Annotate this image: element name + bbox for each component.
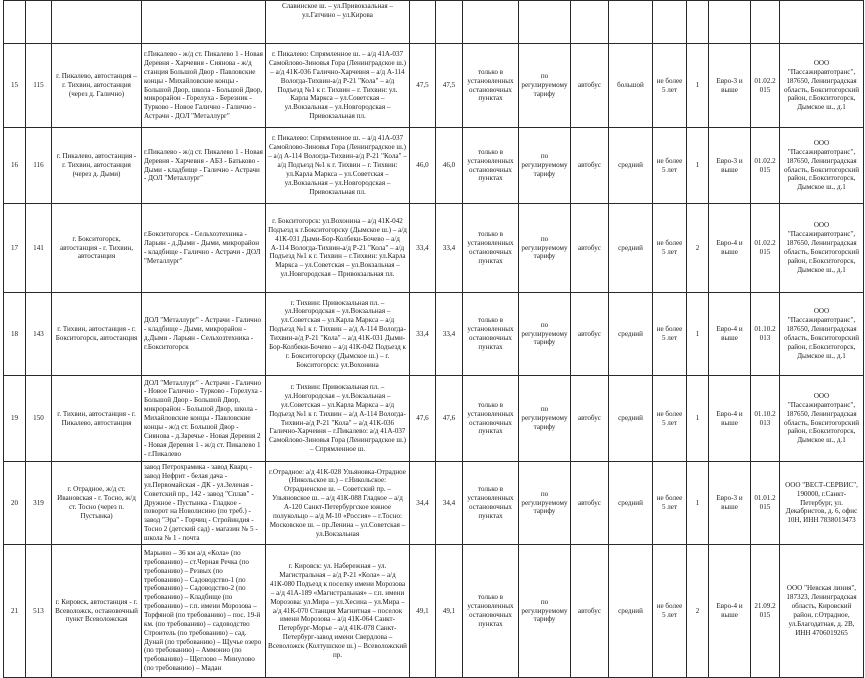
vehicle-age: не более 5 лет	[653, 128, 687, 204]
eco-class: Евро-4 и выше	[709, 293, 751, 376]
vehicle-type: автобус	[571, 293, 609, 376]
vehicle-count: 1	[687, 128, 709, 204]
vehicle-class: средний	[609, 128, 653, 204]
street-path: г. Пикалево: Спрямленное ш. – а/д 41А-037 Самойлово-Зиновья Гора (Ленинградское ш.) – а/д А-114 Вологда-Тихвин-а/д Р-21 "Кола" – а/д Подъезд №1 к г. Тихвин – г. Тихвин: ул.Карла Маркса – ул.Советская – ул.Вокзальная – ул.Новгородская – Привокзальная пл.	[266, 128, 410, 204]
tariff-type: по регулируемому тарифу	[519, 293, 571, 376]
vehicle-type: автобус	[571, 128, 609, 204]
vehicle-type: автобус	[571, 545, 609, 678]
carrier-info: ООО "Пассажиравтотранс", 187650, Ленинградская область, Бокситогорский район, г.Бокситогорск, Дымское ш., д.1	[780, 376, 864, 462]
row-number: 17	[4, 204, 26, 293]
table-row	[4, 462, 864, 545]
eco-class: Евро-3 и выше	[709, 44, 751, 128]
stop-order: только в установленных остановочных пунктах	[463, 204, 519, 293]
start-date: 21.09.2015	[751, 545, 780, 678]
stop-order: только в установленных остановочных пунктах	[463, 293, 519, 376]
row-number: 19	[4, 376, 26, 462]
stop-order: только в установленных остановочных пунктах	[463, 462, 519, 545]
vehicle-count: 2	[687, 545, 709, 678]
table-row	[4, 293, 864, 376]
vehicle-type: автобус	[571, 204, 609, 293]
route-length-forward: 46,0	[410, 128, 436, 204]
intermediate-stops: Марьино – 36 км а/д «Кола» (по требованию) – ст.Черная Речка (по требованию) – Резвых (по требованию) – Садоводство-1 (по требованию) – Садоводство-2 (по требованию) – Кладбище (по требованию) – г.п. имени Морозова – Торфяной (по требованию) – пос. 19-й км. (по требованию) – садоводство Строитель (по требованию) – сад. Дунай (по требованию) – Щучье озеро (по требованию) – Аммонио (по требованию) – Щеглово – Минулово (по требованию) – Мадан	[142, 545, 266, 678]
street-path: г. Пикалево: Спрямленное ш. – а/д 41А-037 Самойлово-Зиновья Гора (Ленинградское ш.) – а/д 41К-036 Галично-Харчевня – а/д А-114 Вологда-Тихвин-а/д Р-21 "Кола" – а/д Подъезд №1 к г. Тихвин – г. Тихвин: ул. Карла Маркса – ул.Советская – ул.Вокзальная – ул.Новгородская – Привокзальная пл.	[266, 44, 410, 128]
route-length-forward: 47,5	[410, 44, 436, 128]
intermediate-stops: г.Бокситогорск - Сельхозтехника - Ларьян - д.Дыми - Дыми, микрорайон - кладбище - Галично - Астрачи - ДОЛ "Металлург"	[142, 204, 266, 293]
route-length-forward: 33,4	[410, 293, 436, 376]
tariff-type: по регулируемому тарифу	[519, 128, 571, 204]
route-number: 513	[26, 545, 52, 678]
tariff-type: по регулируемому тарифу	[519, 545, 571, 678]
route-number: 143	[26, 293, 52, 376]
route-name: г. Бокситогорск, автостанция - г. Тихвин, автостанция	[52, 204, 142, 293]
carrier-info: ООО "Пассажиравтотранс", 187650, Ленинградская область, Бокситогорский район, г.Бокситогорск, Дымское ш., д.1	[780, 44, 864, 128]
route-length-forward: 47,6	[410, 376, 436, 462]
vehicle-age: не более 5 лет	[653, 204, 687, 293]
eco-class: Евро-4 и выше	[709, 204, 751, 293]
route-length-back: 34,4	[436, 462, 463, 545]
start-date: 01.02.2015	[751, 204, 780, 293]
street-path: г. Тихвин: Привокзальная пл. – ул.Новгородская – ул.Вокзальная – ул.Советская – ул.Карла Маркса – а/д Подъезд №1 к г. Тихвин – а/д А-114 Вологда-Тихвин-а/д Р-21 "Кола" – а/д 41К-036 Галично-Харчевня – г.Пикалево: а/д 41А-037 Самойлово-Зиновья Гора (Ленинградское ш.) – Спрямленное ш.	[266, 376, 410, 462]
vehicle-class: большой	[609, 44, 653, 128]
route-length-back: 33,4	[436, 293, 463, 376]
route-length-back: 46,0	[436, 128, 463, 204]
vehicle-type: автобус	[571, 44, 609, 128]
table-row	[4, 128, 864, 204]
eco-class: Евро-4 и выше	[709, 376, 751, 462]
vehicle-class: средний	[609, 462, 653, 545]
document-page	[3, 0, 863, 673]
route-length-back: 47,5	[436, 44, 463, 128]
vehicle-age: не более 5 лет	[653, 44, 687, 128]
tariff-type: по регулируемому тарифу	[519, 44, 571, 128]
carrier-info: ООО "Пассажиравтотранс", 187650, Ленинградская область, Бокситогорский район, г.Бокситогорск, Дымское ш., д.1	[780, 204, 864, 293]
route-length-back: 49,1	[436, 545, 463, 678]
route-name: г. Тихвин, автостанция - г. Бокситогорск, автостанция	[52, 293, 142, 376]
start-date: 01.10.2013	[751, 293, 780, 376]
route-length-forward: 34,4	[410, 462, 436, 545]
intermediate-stops: завод Петрохрамика - завод Кварц - завод Нефрит - белая дача - ул.Первомайская - ДК - ул.Зеленая - Советский пр., 142 - завод "Сплав" - Дружное - Пустынка - Гладкое - поворот на Новолисино (по треб.) - завод "Эра" - Горчиц - Стройиндия - Тосно 2 (детский сад) - магазин № 5 - школа № 1 - почта	[142, 462, 266, 545]
vehicle-count: 1	[687, 44, 709, 128]
table-row	[4, 376, 864, 462]
route-length-forward: 49,1	[410, 545, 436, 678]
route-name: г. Пикалево, автостанция - г. Тихвин, автостанция (через д. Дыми)	[52, 128, 142, 204]
start-date: 01.01.2015	[751, 462, 780, 545]
tariff-type: по регулируемому тарифу	[519, 204, 571, 293]
routes-table	[3, 0, 864, 678]
street-path: г. Кировск: ул. Набережная – ул. Магистральная – а/д Р-21 «Кола» – а/д 41К-080 Подъезд к поселку имени Морозова – а/д 41А-189 «Магистральная» – г.п. имени Морозова: ул.Мира – ул.Хесина – ул.Мира – а/д 41К-070 Станция Магнитная – поселок имени Морозова – а/д 41К-064 Санкт-Петербург-Морье – а/д 41К-078 Санкт-Петербург-завод имени Свердлова – Всеволожск (Колтушское ш.) – Всеволожский пр.	[266, 545, 410, 678]
carrier-info: ООО "Пассажиравтотранс", 187650, Ленинградская область, Бокситогорский район, г.Бокситогорск, Дымское ш., д.1	[780, 293, 864, 376]
start-date: 01.10.2013	[751, 376, 780, 462]
vehicle-age: не более 5 лет	[653, 376, 687, 462]
vehicle-type: автобус	[571, 376, 609, 462]
table-row	[4, 204, 864, 293]
carrier-info: ООО "Невская линия", 187323, Ленинградская область, Кировский район, г.Отрадное, ул.Благодатная, д. 2В, ИНН 4706019265	[780, 545, 864, 678]
vehicle-age: не более 5 лет	[653, 293, 687, 376]
intermediate-stops: г.Пикалево - ж/д ст. Пикалево 1 - Новая Деревня - Харчевня - АБЗ - Батьково - Дыми - кладбище - Галично - Астрачи - ДОЛ "Металлург"	[142, 128, 266, 204]
eco-class: Евро-3 и выше	[709, 128, 751, 204]
street-path: г. Бокситогорск: ул.Вохонина – а/д 41К-042 Подъезд к г.Бокситогорску (Дымское ш.) – а/д 41К-031 Дыми-Бор-Колбеки-Бочево – а/д А-114 Вологда-Тихвин-а/д Р-21 "Кола" – а/д Подъезд №1 к г. Тихвин – г.Тихвин: ул.Карла Маркса – ул.Советская – ул.Вокзальная – ул.Новгородская – Привокзальная пл.	[266, 204, 410, 293]
vehicle-count: 1	[687, 293, 709, 376]
vehicle-age: не более 5 лет	[653, 462, 687, 545]
street-path: г. Тихвин: Привокзальная пл. – ул.Новгородская – ул.Вокзальная – ул.Советская – ул.Карла Маркса – а/д Подъезд №1 к г. Тихвин – а/д А-114 Вологда-Тихвин-а/д Р-21 "Кола" – а/д 41К-031 Дыми-Бор-Колбеки-Бочево – а/д 41К-042 Подъезд к г. Бокситогорску (Дымское ш.) – г. Бокситогорск: ул.Вохонина	[266, 293, 410, 376]
row-number: 18	[4, 293, 26, 376]
route-number: 116	[26, 128, 52, 204]
table-row	[4, 44, 864, 128]
vehicle-class: средний	[609, 545, 653, 678]
stop-order: только в установленных остановочных пунктах	[463, 128, 519, 204]
vehicle-type: автобус	[571, 462, 609, 545]
route-number: 150	[26, 376, 52, 462]
table-row	[4, 545, 864, 678]
route-length-back: 33,4	[436, 204, 463, 293]
intermediate-stops: ДОЛ "Металлург" - Астрачи - Галично - Новое Галично - Турково - Горелуха - Большой Двор - Большой Двор, микрорайон - Большой Двор, школа - Михайловские концы - Павловские концы - ж/д ст. Большой Двор - Сиянова - д.Заречье - Новая Деревня 2 - Новая Деревня 1 - ж/д ст. Пикалево 1 - г.Пикалево	[142, 376, 266, 462]
vehicle-class: средний	[609, 376, 653, 462]
route-name: г. Пикалево, автостанция – г. Тихвин, автостанция (через д. Галично)	[52, 44, 142, 128]
route-number: 115	[26, 44, 52, 128]
route-length-forward: 33,4	[410, 204, 436, 293]
stop-order: только в установленных остановочных пунктах	[463, 44, 519, 128]
row-number: 15	[4, 44, 26, 128]
row-number: 16	[4, 128, 26, 204]
carrier-info: ООО "ВЕСТ-СЕРВИС", 190000, г.Санкт-Петербург, ул. Декабристов, д. 6, офис 10Н, ИНН 7838013473	[780, 462, 864, 545]
intermediate-stops: ДОЛ "Металлург" - Астрачи - Галично - кладбище - Дыми, микрорайон - д.Дыми - Ларьян - Сельхозтехника - г.Бокситогорск	[142, 293, 266, 376]
eco-class: Евро-3 и выше	[709, 462, 751, 545]
route-number: 319	[26, 462, 52, 545]
stop-order: только в установленных остановочных пунктах	[463, 545, 519, 678]
vehicle-class: средний	[609, 204, 653, 293]
route-name: г. Отрадное, ж/д ст. Ивановская - г. Тосно, ж/д ст. Тосно (через п. Пустынка)	[52, 462, 142, 545]
start-date: 01.02.2015	[751, 128, 780, 204]
vehicle-count: 1	[687, 462, 709, 545]
street-path: г.Отрадное: а/д 41К-028 Ульяновка-Отрадное (Никольское ш.) – г.Никольское: Отрадненское ш. – Советский пр. – Ульяновское ш. – а/д 41К-088 Гладкое – а/д А-120 Санкт-Петербургское южное полукольцо – а/д М-10 «Россия» – г.Тосно: Московское ш. – пр.Ленина – ул.Советская – ул.Вокзальная	[266, 462, 410, 545]
row-number: 21	[4, 545, 26, 678]
carrier-info: ООО "Пассажиравтотранс", 187650, Ленинградская область, Бокситогорский район, г.Бокситогорск, Дымское ш., д.1	[780, 128, 864, 204]
vehicle-count: 1	[687, 376, 709, 462]
intermediate-stops: г.Пикалево - ж/д ст. Пикалево 1 - Новая Деревня - Харчевня - Сиянова - ж/д станция Большой Двор - Павловские концы - Михайловские концы - Большой Двор, школа - Большой Двор, микрорайон - Горелуха - Березник - Турково - Новое Галично - Галично - Астрачи - ДОЛ "Металлург"	[142, 44, 266, 128]
tariff-type: по регулируемому тарифу	[519, 376, 571, 462]
start-date: 01.02.2015	[751, 44, 780, 128]
route-length-back: 47,6	[436, 376, 463, 462]
route-name: г. Кировск, автостанция - г. Всеволожск, остановочный пункт Всеволожская	[52, 545, 142, 678]
table-row-continued	[4, 1, 864, 44]
route-number: 141	[26, 204, 52, 293]
vehicle-age: не более 5 лет	[653, 545, 687, 678]
vehicle-count: 2	[687, 204, 709, 293]
eco-class: Евро-4 и выше	[709, 545, 751, 678]
stop-order: только в установленных остановочных пунктах	[463, 376, 519, 462]
route-name: г. Тихвин, автостанция - г. Пикалево, автостанция	[52, 376, 142, 462]
vehicle-class: средний	[609, 293, 653, 376]
street-path-cell: Славинское ш. – ул.Привокзальная – ул.Гатчино – ул.Кирова	[266, 1, 410, 44]
row-number: 20	[4, 462, 26, 545]
tariff-type: по регулируемому тарифу	[519, 462, 571, 545]
